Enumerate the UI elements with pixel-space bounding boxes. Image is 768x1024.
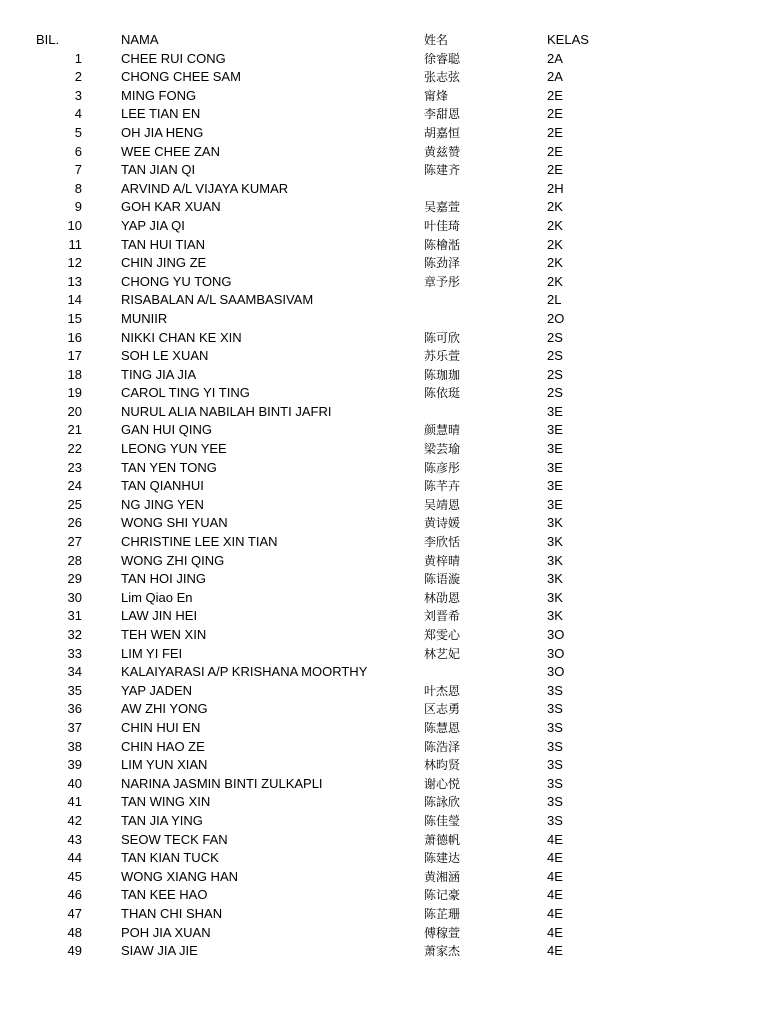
row-chinese: 陈彦彤 (424, 460, 461, 475)
header-bil: BIL. (36, 32, 60, 47)
row-kelas: 2K (547, 199, 563, 215)
row-bil: 26 (67, 515, 82, 531)
row-bil: 35 (67, 682, 82, 698)
row-kelas: 3E (547, 459, 563, 475)
row-nama: OH JIA HENG (121, 124, 204, 140)
row-bil: 27 (67, 534, 82, 550)
header-kelas: KELAS (547, 32, 589, 47)
row-kelas: 4E (547, 887, 563, 903)
row-kelas: 4E (547, 850, 563, 866)
row-kelas: 3K (547, 571, 563, 587)
row-kelas: 4E (547, 831, 563, 847)
row-nama: MUNIIR (121, 310, 168, 326)
row-kelas: 4E (547, 868, 563, 884)
table-row (0, 477, 768, 496)
row-kelas: 2K (547, 236, 563, 252)
row-kelas: 2E (547, 143, 563, 159)
row-bil: 33 (67, 645, 82, 661)
table-row (0, 347, 768, 366)
row-bil: 24 (67, 478, 82, 494)
row-nama: TAN JIAN QI (121, 162, 196, 178)
row-nama: CHRISTINE LEE XIN TIAN (121, 534, 278, 550)
row-nama: NG JING YEN (121, 496, 204, 512)
row-chinese: 陈芷珊 (424, 906, 461, 921)
row-bil: 43 (67, 831, 82, 847)
row-bil: 41 (67, 794, 82, 810)
row-bil: 17 (67, 348, 82, 364)
row-chinese: 梁芸瑜 (424, 442, 461, 457)
row-nama: NIKKI CHAN KE XIN (121, 329, 242, 345)
row-chinese: 陈珈珈 (424, 367, 461, 382)
student-rows (0, 50, 768, 961)
row-chinese: 陈檜湉 (424, 237, 461, 252)
table-row (0, 310, 768, 329)
row-kelas: 3S (547, 794, 563, 810)
row-bil: 40 (67, 775, 82, 791)
row-chinese: 陈慧恩 (424, 720, 461, 735)
row-chinese: 刘晋希 (424, 609, 461, 624)
row-chinese: 萧德帆 (424, 832, 461, 847)
row-kelas: 3E (547, 441, 563, 457)
row-nama: KALAIYARASI A/P KRISHANA MOORTHY (121, 664, 368, 680)
table-row (0, 812, 768, 831)
row-bil: 44 (67, 850, 82, 866)
row-nama: THAN CHI SHAN (121, 905, 223, 921)
row-nama: TING JIA JIA (121, 366, 197, 382)
row-kelas: 3E (547, 478, 563, 494)
table-row (0, 459, 768, 478)
row-kelas: 2E (547, 124, 563, 140)
row-nama: WONG XIANG HAN (121, 868, 239, 884)
row-kelas: 2S (547, 385, 563, 401)
row-bil: 37 (67, 719, 82, 735)
table-row (0, 254, 768, 273)
table-row (0, 384, 768, 403)
row-bil: 5 (74, 124, 82, 140)
row-bil: 10 (67, 217, 82, 233)
table-row (0, 682, 768, 701)
table-row (0, 496, 768, 515)
row-kelas: 3S (547, 812, 563, 828)
row-kelas: 2S (547, 348, 563, 364)
row-bil: 2 (74, 69, 82, 85)
row-nama: SEOW TECK FAN (121, 831, 228, 847)
table-row (0, 329, 768, 348)
row-nama: CHIN HUI EN (121, 719, 201, 735)
row-nama: LEONG YUN YEE (121, 441, 227, 457)
table-row (0, 236, 768, 255)
row-chinese: 陈可欣 (424, 330, 461, 345)
row-chinese: 章予彤 (424, 274, 461, 289)
row-chinese: 甯烽 (424, 88, 449, 103)
table-row (0, 366, 768, 385)
row-kelas: 2A (547, 50, 563, 66)
row-bil: 47 (67, 905, 82, 921)
row-nama: TAN JIA YING (121, 812, 203, 828)
row-kelas: 3O (547, 664, 565, 680)
row-chinese: 陈记豪 (424, 888, 461, 903)
table-row (0, 570, 768, 589)
row-nama: SOH LE XUAN (121, 348, 209, 364)
row-kelas: 2S (547, 329, 563, 345)
row-nama: MING FONG (121, 87, 197, 103)
row-kelas: 3S (547, 682, 563, 698)
table-row (0, 533, 768, 552)
row-kelas: 2E (547, 106, 563, 122)
row-nama: TAN QIANHUI (121, 478, 204, 494)
row-kelas: 2K (547, 273, 563, 289)
table-row (0, 626, 768, 645)
row-kelas: 2S (547, 366, 563, 382)
row-bil: 32 (67, 627, 82, 642)
row-bil: 29 (67, 571, 82, 587)
row-bil: 11 (68, 236, 82, 252)
row-nama: WONG ZHI QING (121, 552, 225, 568)
row-chinese: 陈浩泽 (424, 739, 461, 754)
row-kelas: 2K (547, 255, 563, 271)
table-row (0, 291, 768, 310)
row-chinese: 叶佳琦 (424, 218, 461, 233)
table-row (0, 124, 768, 143)
row-kelas: 3S (547, 757, 563, 773)
row-kelas: 4E (547, 924, 563, 940)
row-nama: WEE CHEE ZAN (121, 143, 220, 159)
row-bil: 20 (67, 403, 82, 419)
row-nama: TAN HOI JING (121, 571, 206, 587)
table-row (0, 403, 768, 422)
row-nama: ARVIND A/L VIJAYA KUMAR (121, 180, 289, 196)
table-row (0, 700, 768, 719)
row-chinese: 黄兹赞 (424, 144, 461, 159)
table-row (0, 831, 768, 850)
row-chinese: 陈依珽 (424, 386, 461, 401)
table-row (0, 440, 768, 459)
row-nama: TAN YEN TONG (121, 459, 217, 475)
row-bil: 30 (67, 589, 82, 605)
row-chinese: 苏乐萱 (424, 349, 461, 364)
table-row (0, 756, 768, 775)
row-chinese: 陈劲泽 (424, 256, 461, 271)
row-bil: 42 (67, 812, 82, 828)
header-row (0, 31, 768, 50)
row-kelas: 2L (547, 292, 562, 308)
row-chinese: 李甜恩 (424, 107, 461, 122)
row-kelas: 4E (547, 943, 563, 959)
row-nama: LIM YI FEI (121, 645, 183, 661)
row-bil: 49 (67, 943, 82, 959)
row-kelas: 3S (547, 738, 563, 754)
row-nama: AW ZHI YONG (121, 701, 208, 717)
table-row (0, 552, 768, 571)
row-bil: 18 (67, 366, 82, 382)
row-bil: 36 (67, 701, 82, 717)
table-row (0, 217, 768, 236)
table-row (0, 589, 768, 608)
row-nama: TAN KIAN TUCK (121, 850, 219, 866)
row-nama: NARINA JASMIN BINTI ZULKAPLI (121, 775, 323, 791)
row-kelas: 3K (547, 534, 563, 550)
row-kelas: 3O (547, 645, 565, 661)
row-nama: CHIN JING ZE (121, 255, 207, 271)
row-kelas: 2O (547, 310, 565, 326)
row-bil: 15 (67, 310, 82, 326)
row-bil: 3 (74, 87, 82, 103)
row-nama: TAN KEE HAO (121, 887, 208, 903)
row-nama: LIM YUN XIAN (121, 757, 208, 773)
row-nama: CHONG CHEE SAM (121, 69, 241, 85)
row-chinese: 徐睿聪 (424, 51, 461, 66)
row-chinese: 陈语漩 (424, 572, 461, 587)
table-row (0, 775, 768, 794)
row-kelas: 3O (547, 627, 565, 642)
row-kelas: 3S (547, 775, 563, 791)
row-bil: 14 (67, 292, 82, 308)
table-row (0, 273, 768, 292)
row-nama: CHONG YU TONG (121, 273, 232, 289)
row-kelas: 3K (547, 589, 563, 605)
row-bil: 12 (67, 255, 82, 271)
table-row (0, 50, 768, 69)
table-row (0, 421, 768, 440)
row-bil: 22 (67, 441, 82, 457)
row-chinese: 颜慧晴 (424, 423, 461, 438)
row-nama: Lim Qiao En (121, 589, 193, 605)
row-nama: YAP JIA QI (121, 217, 185, 233)
table-row (0, 645, 768, 664)
row-kelas: 2A (547, 69, 563, 85)
row-nama: TEH WEN XIN (121, 627, 207, 642)
table-row (0, 663, 768, 682)
row-nama: RISABALAN A/L SAAMBASIVAM (121, 292, 314, 308)
table-row (0, 607, 768, 626)
row-bil: 38 (67, 738, 82, 754)
row-bil: 16 (67, 329, 82, 345)
row-kelas: 2E (547, 162, 563, 178)
row-kelas: 3K (547, 608, 563, 624)
row-nama: WONG SHI YUAN (121, 515, 228, 531)
row-bil: 1 (74, 50, 82, 66)
row-chinese: 黄诗媛 (424, 516, 461, 531)
row-bil: 21 (67, 422, 82, 438)
row-chinese: 李欣恬 (424, 535, 461, 550)
table-row (0, 161, 768, 180)
row-bil: 19 (67, 385, 82, 401)
row-chinese: 林昀贤 (424, 758, 461, 773)
row-kelas: 4E (547, 905, 563, 921)
table-row (0, 105, 768, 124)
row-bil: 4 (74, 106, 82, 122)
row-kelas: 2K (547, 217, 563, 233)
table-row (0, 719, 768, 738)
table-row (0, 198, 768, 217)
row-nama: POH JIA XUAN (121, 924, 211, 940)
table-row (0, 180, 768, 199)
row-bil: 48 (67, 924, 82, 940)
table-row (0, 514, 768, 533)
row-bil: 45 (67, 868, 82, 884)
table-row (0, 143, 768, 162)
row-nama: TAN HUI TIAN (121, 236, 206, 252)
row-chinese: 林劭恩 (424, 590, 461, 605)
row-kelas: 3E (547, 496, 563, 512)
row-chinese: 傅稼萱 (424, 925, 461, 940)
row-bil: 46 (67, 887, 82, 903)
row-chinese: 吴靖恩 (424, 497, 461, 512)
row-nama: CHEE RUI CONG (121, 50, 226, 66)
row-kelas: 3S (547, 701, 563, 717)
row-chinese: 黄湘涵 (424, 869, 461, 884)
row-nama: GOH KAR XUAN (121, 199, 221, 215)
header-nama: NAMA (121, 32, 159, 47)
row-chinese: 谢心悦 (424, 776, 461, 791)
row-chinese: 陈建齐 (424, 163, 461, 178)
row-bil: 25 (67, 496, 82, 512)
header-chinese: 姓名 (424, 33, 449, 47)
student-list (0, 31, 768, 961)
row-chinese: 张志弦 (424, 70, 461, 85)
row-chinese: 叶杰恩 (424, 683, 461, 698)
row-chinese: 陈芊卉 (424, 479, 461, 494)
row-chinese: 黄梓晴 (424, 553, 461, 568)
row-chinese: 陈建达 (424, 851, 461, 866)
row-nama: CAROL TING YI TING (121, 385, 250, 401)
row-chinese: 区志勇 (424, 702, 461, 717)
row-bil: 7 (74, 162, 82, 178)
table-row (0, 942, 768, 961)
table-row (0, 87, 768, 106)
row-bil: 34 (67, 664, 82, 680)
row-kelas: 2E (547, 87, 563, 103)
row-bil: 6 (74, 143, 82, 159)
row-kelas: 3K (547, 552, 563, 568)
row-bil: 13 (67, 273, 82, 289)
row-chinese: 林艺妃 (424, 646, 461, 661)
row-nama: YAP JADEN (121, 682, 193, 698)
row-chinese: 郑雯心 (424, 628, 461, 642)
row-bil: 23 (67, 459, 82, 475)
row-kelas: 3E (547, 403, 563, 419)
table-row (0, 849, 768, 868)
row-nama: NURUL ALIA NABILAH BINTI JAFRI (121, 403, 332, 419)
row-bil: 28 (67, 552, 82, 568)
row-bil: 31 (67, 608, 82, 624)
row-nama: GAN HUI QING (121, 422, 213, 438)
row-chinese: 陈佳瑩 (424, 813, 461, 828)
table-row (0, 738, 768, 757)
row-nama: SIAW JIA JIE (121, 943, 198, 959)
row-kelas: 3S (547, 719, 563, 735)
row-bil: 9 (74, 199, 82, 215)
row-nama: LEE TIAN EN (121, 106, 201, 122)
row-chinese: 胡嘉恒 (424, 125, 461, 140)
row-kelas: 3K (547, 515, 563, 531)
table-row (0, 868, 768, 887)
row-chinese: 吴嘉萱 (424, 200, 461, 215)
row-chinese: 陈詠欣 (424, 795, 461, 810)
row-nama: LAW JIN HEI (121, 608, 198, 624)
table-row (0, 793, 768, 812)
row-chinese: 萧家杰 (424, 944, 461, 959)
table-row (0, 68, 768, 87)
row-bil: 8 (74, 180, 82, 196)
row-kelas: 3E (547, 422, 563, 438)
row-nama: CHIN HAO ZE (121, 738, 205, 754)
table-row (0, 905, 768, 924)
row-nama: TAN WING XIN (121, 794, 211, 810)
row-bil: 39 (67, 757, 82, 773)
table-row (0, 886, 768, 905)
row-kelas: 2H (547, 180, 564, 196)
table-row (0, 924, 768, 943)
